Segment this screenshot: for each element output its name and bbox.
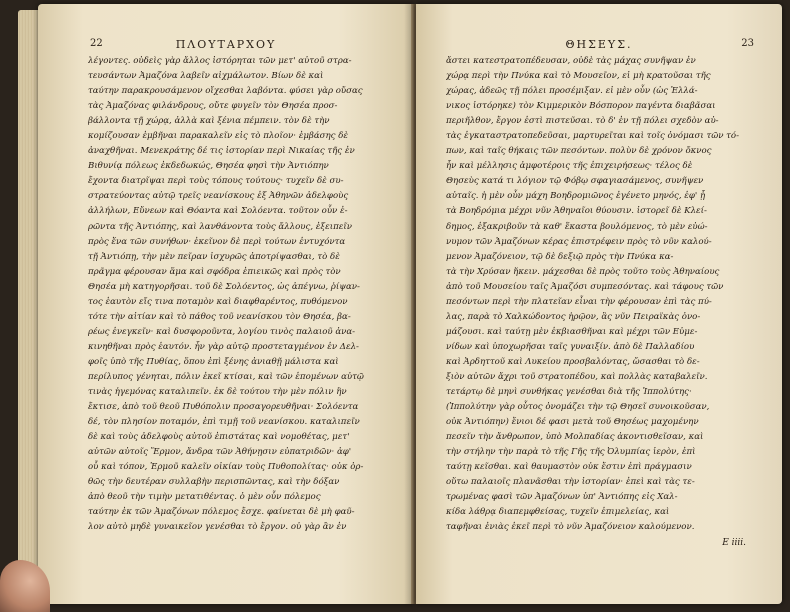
text-line: χώρᾳ περὶ τὴν Πνύκα καὶ τὸ Μουσεῖον, εἰ μὴ κρατοῦσαι τῆς xyxy=(446,71,711,82)
text-line: τευσάντων Ἀμαζόνα λαβεῖν αἰχμάλωτον. Βίων δὲ καὶ xyxy=(88,71,324,82)
text-line: κινηθῆναι πρὸς ἑαυτόν. ἦν γὰρ αὐτῷ προστεταγμένον ἐν Δελ- xyxy=(88,341,359,352)
text-line: νικος ἱστόρηκε) τὸν Κιμμερικὸν Βόσπορον παγέντα διαβᾶσαι xyxy=(446,101,716,112)
text-line: μενον Ἀμαζόνειον, τῷ δὲ δεξιῷ πρὸς τὴν Πνύκα κα- xyxy=(446,251,674,262)
text-line: ρέως ἐνεγκεῖν· καὶ δυσφοροῦντα, λογίου τινὸς παλαιοῦ ἀνα- xyxy=(88,326,356,337)
text-line: πων, καὶ ταῖς θήκαις τῶν πεσόντων. πολὺν δὲ χρόνον ὄκνος xyxy=(446,146,712,157)
text-line: καὶ Ἀρδηττοῦ καὶ Λυκείου προσβαλόντας, ὤσασθαι τὸ δε- xyxy=(446,356,700,367)
text-line: ἦν καὶ μέλλησις ἀμφοτέροις τῆς ἐπιχειρήσεως· τέλος δὲ xyxy=(446,161,693,172)
text-line: ρῶντα τῆς Ἀντιόπης, καὶ λανθάνοντα τοὺς ἄλλους, ἐξειπεῖν xyxy=(88,221,352,232)
right-running-head xyxy=(416,38,782,54)
text-line: ταύτην ἐκ τῶν Ἀμαζόνων πόλεμος ἔσχε. φαίνεται δὲ μὴ φαῦ- xyxy=(88,507,355,518)
text-line: Θησεὺς κατά τι λόγιον τῷ Φόβῳ σφαγιασάμενος, συνῆψεν xyxy=(446,176,704,187)
text-line: οὕτω παλαιοῖς πλανᾶσθαι τὴν ἱστορίαν· ἐπεὶ καὶ τὰς τε- xyxy=(446,477,695,488)
text-line: νίδων καὶ ὑποχωρῆσαι ταῖς γυναιξίν. ἀπὸ δὲ Παλλαδίου xyxy=(446,341,695,352)
text-line: (Ἱππολύτην γὰρ οὗτος ὀνομάζει τὴν τῷ Θησεῖ συνοικοῦσαν, xyxy=(446,402,710,413)
text-line: μάζουσι. καὶ ταύτῃ μὲν ἐκβιασθῆναι καὶ μέχρι τῶν Εὐμε- xyxy=(446,326,698,337)
text-line: περιῆλθον, ἔργον ἐστὶ πιστεῦσαι. τὸ δ' ἐν τῇ πόλει σχεδὸν αὐ- xyxy=(446,116,719,127)
text-line: δέ, τὸν πλησίον ποταμόν, ἐπὶ τιμῇ τοῦ νεανίσκου. καταλιπεῖν xyxy=(88,417,360,428)
right-page-text xyxy=(446,54,758,536)
text-line: δημος, ἐξακριβοῦν τὰ καθ' ἕκαστα βουλόμενος, τὸ μὲν εὐώ- xyxy=(446,221,708,232)
text-line: Βιθυνίᾳ πόλεως ἐκδεδωκώς, Θησέα φησὶ τὴν Ἀντιόπην xyxy=(88,161,329,172)
text-line: θῶς τὴν δευτέραν συλλαβὴν περισπῶντας, καὶ τὴν δόξαν xyxy=(88,477,340,488)
text-line: τὰς ἐγκαταστρατοπεδεῦσαι, μαρτυρεῖται καὶ τοῖς ὀνόμασι τῶν τό- xyxy=(446,131,739,142)
text-line: τετάρτῳ δὲ μηνὶ συνθήκας γενέσθαι διὰ τῆς Ἱππολύτης· xyxy=(446,387,692,398)
text-line: κομίζουσαν ἐμβῆναι παρακαλεῖν εἰς τὸ πλοῖον· ἐμβάσης δὲ xyxy=(88,131,349,142)
text-line: ξιὸν αὐτῶν ἄχρι τοῦ στρατοπέδου, καὶ πολλὰς καταβαλεῖν. xyxy=(446,371,708,382)
text-line: δὲ καὶ τοὺς ἀδελφοὺς αὐτοῦ ἐπιστάτας καὶ νομοθέτας, μετ' xyxy=(88,432,350,443)
text-line: αὐταῖς. ἡ μὲν οὖν μάχη Βοηδρομιῶνος ἐγένετο μηνός, ἐφ' ᾗ xyxy=(446,191,706,202)
text-line: τὰ τὴν Χρύσαν ἥκειν. μάχεσθαι δὲ πρὸς τοῦτο τοὺς Ἀθηναίους xyxy=(446,266,720,277)
right-running-title: ΘΗΣΕΥΣ. xyxy=(565,38,633,51)
left-running-head xyxy=(38,38,414,54)
text-line: περίλυπος γένηται, πόλιν ἐκεῖ κτίσαι, καὶ τῶν ἑπομένων αὐτῷ xyxy=(88,371,364,382)
text-line: χώρας, ἀδεῶς τῇ πόλει προσέμιξαν. εἰ μὲν οὖν (ὡς Ἑλλά- xyxy=(446,86,698,97)
text-line: ταύτῃ κεῖσθαι. καὶ θαυμαστὸν οὐκ ἔστιν ἐπὶ πράγμασιν xyxy=(446,462,692,473)
text-line: τότε τὴν αἰτίαν καὶ τὸ πάθος τοῦ νεανίσκου τὸν Θησέα, βα- xyxy=(88,311,351,322)
right-page xyxy=(416,4,782,604)
text-line: νυμον τῶν Ἀμαζόνων κέρας ἐπιστρέφειν πρὸς τὸ νῦν καλού- xyxy=(446,236,712,247)
text-line: αὐτῶν αὐτοῖς Ἕρμον, ἄνδρα τῶν Ἀθήνῃσιν εὐπατριδῶν· ἀφ' xyxy=(88,447,352,458)
text-line: τὰς Ἀμαζόνας φιλάνδρους, οὔτε φυγεῖν τὸν Θησέα προσ- xyxy=(88,101,338,112)
text-line: ἄστει κατεστρατοπέδευσαν, οὐδὲ τὰς μάχας συνῆψαν ἐν xyxy=(446,56,696,66)
text-line: ταύτην παρακρουσάμενον οἴχεσθαι λαβόντα. φύσει γὰρ οὔσας xyxy=(88,86,363,97)
open-book xyxy=(8,4,786,608)
text-line: τῇ Ἀντιόπῃ, τὴν μὲν πεῖραν ἰσχυρῶς ἀποτρίψασθαι, τὸ δὲ xyxy=(88,251,340,262)
text-line: τος ἑαυτὸν εἴς τινα ποταμὸν καὶ διαφθαρέντος, πυθόμενον xyxy=(88,296,348,307)
text-line: ἀπὸ τοῦ Μουσείου ταῖς Ἀμαζόσι συμπεσόντας. καὶ τάφους τῶν xyxy=(446,281,724,292)
text-line: πρὸς ἕνα τῶν συνήθων· ἐκεῖνον δὲ περὶ τούτων ἐντυχόντα xyxy=(88,236,346,247)
text-line: ἀναχθῆναι. Μενεκράτης δέ τις ἱστορίαν περὶ Νικαίας τῆς ἐν xyxy=(88,146,355,157)
text-line: πεσεῖν τὴν ἄνθρωπον, ὑπὸ Μολπαδίας ἀκοντισθεῖσαν, καὶ xyxy=(446,432,704,443)
text-line: λον αὐτὸ μηδὲ γυναικεῖον γενέσθαι τὸ ἔργον. οὐ γὰρ ἂν ἐν xyxy=(88,522,347,533)
left-page-text xyxy=(88,54,388,536)
page-edges xyxy=(18,10,40,602)
text-line: λας, παρὰ τὸ Χαλκώδοντος ἡρῷον, ἃς νῦν Πειραϊκὰς ὀνο- xyxy=(446,311,701,322)
text-line: ἀπὸ θεοῦ τὴν τιμὴν μετατιθέντας. ὁ μὲν οὖν πόλεμος xyxy=(88,492,321,503)
text-line: ἔχοντα διατρῖψαι περὶ τοὺς τόπους τούτους· τυχεῖν δὲ συ- xyxy=(88,176,344,187)
text-line: ταφῆναι ἐνιὰς ἐκεῖ περὶ τὸ νῦν Ἀμαζόνειον καλούμενον. xyxy=(446,522,695,533)
text-line: λέγοντες. οὐδεὶς γὰρ ἄλλος ἱστόρηται τῶν μετ' αὐτοῦ στρα- xyxy=(88,56,352,66)
text-line: οὐκ Ἀντιόπην) ἔνιοι δέ φασι μετὰ τοῦ Θησέως μαχομένην xyxy=(446,417,699,428)
text-line: φοῖς ὑπὸ τῆς Πυθίας, ὅπου ἐπὶ ξένης ἀνιαθῇ μάλιστα καὶ xyxy=(88,356,339,367)
text-line: τινὰς ἡγεμόνας καταλιπεῖν. ἐκ δὲ τούτου τὴν μὲν πόλιν ἣν xyxy=(88,387,347,398)
text-line: κίδα λάθρᾳ διαπεμφθείσας, τυχεῖν ἐπιμελείας, καὶ xyxy=(446,507,670,518)
text-line: στρατεύοντας αὐτῷ τρεῖς νεανίσκους ἐξ Ἀθηνῶν ἀδελφοὺς xyxy=(88,191,349,202)
left-page-number: 22 xyxy=(90,38,103,49)
left-page xyxy=(38,4,414,604)
text-line: ἔκτισε, ἀπὸ τοῦ θεοῦ Πυθόπολιν προσαγορευθῆναι· Σολόεντα xyxy=(88,402,359,413)
text-line: τρωμένας φασὶ τῶν Ἀμαζόνων ὑπ' Ἀντιόπης εἰς Χαλ- xyxy=(446,492,678,503)
right-page-number: 23 xyxy=(741,38,754,49)
signature-mark: E iiii. xyxy=(722,538,746,548)
text-line: Θησέα μὴ κατηγορῆσαι. τοῦ δὲ Σολόεντος, ὡς ἀπέγνω, ῥίψαν- xyxy=(88,281,360,292)
left-running-title: ΠΛΟΥΤΑΡΧΟΥ xyxy=(175,38,277,51)
text-line: πεσόντων περὶ τὴν πλατεῖαν εἶναι τὴν φέρουσαν ἐπὶ τὰς πύ- xyxy=(446,296,712,307)
text-line: τὴν στήλην τὴν παρὰ τὸ τῆς Γῆς τῆς Ὀλυμπίας ἱερὸν, ἐπὶ xyxy=(446,447,696,458)
text-line: πρᾶγμα φέρουσαν ἅμα καὶ σφόδρα ἐπιεικῶς καὶ πρὸς τὸν xyxy=(88,266,341,277)
text-line: βάλλοντα τῇ χώρᾳ, ἀλλὰ καὶ ξένια πέμπειν. τὸν δὲ τὴν xyxy=(88,116,330,127)
text-line: τὰ Βοηδρόμια μέχρι νῦν Ἀθηναῖοι θύουσιν. ἱστορεῖ δὲ Κλεί- xyxy=(446,206,707,217)
text-line: οὗ καὶ τόπον, Ἑρμοῦ καλεῖν οἰκίαν τοὺς Πυθοπολίτας· οὐκ ὀρ- xyxy=(88,462,364,473)
text-line: ἀλλήλων, Εὔνεων καὶ Θόαντα καὶ Σολόεντα. τοῦτον οὖν ἐ- xyxy=(88,206,348,217)
